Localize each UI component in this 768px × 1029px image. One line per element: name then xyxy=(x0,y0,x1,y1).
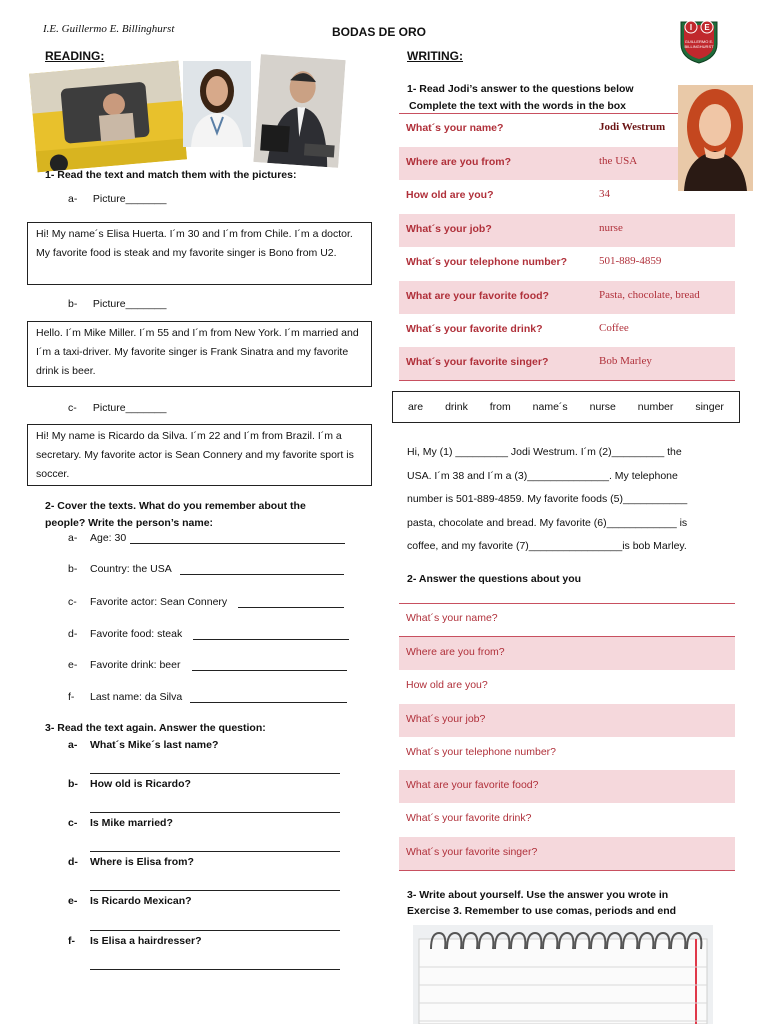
ex1-item-a xyxy=(68,193,166,205)
item-letter: a- xyxy=(68,193,78,205)
answer-line[interactable] xyxy=(130,543,345,544)
cloze-text xyxy=(407,441,747,559)
row-question: What´s your job? xyxy=(406,713,486,725)
row-question: What´s your favorite drink? xyxy=(406,323,543,335)
taxi-driver-photo xyxy=(29,61,187,173)
answer-line[interactable] xyxy=(90,969,340,970)
answer-line[interactable] xyxy=(90,773,340,774)
cloze-line: Hi, My (1) _________ Jodi Westrum. I´m (2)_________ the xyxy=(407,446,682,458)
item-letter: e- xyxy=(68,659,78,671)
ex1-item-b xyxy=(68,298,166,310)
jodi-row xyxy=(399,281,735,314)
word-chip: from xyxy=(489,401,511,413)
item-text: Last name: da Silva xyxy=(90,691,183,703)
word-chip: number xyxy=(637,401,674,413)
row-question: What´s your favorite singer? xyxy=(406,846,538,858)
item-letter: b- xyxy=(68,563,78,575)
ex2-item-a xyxy=(68,532,126,544)
writing-ex1-instruction-1: 1- Read Jodi’s answer to the questions below xyxy=(407,83,634,95)
svg-text:GUILLERMO E.: GUILLERMO E. xyxy=(684,39,714,44)
row-question: Where are you from? xyxy=(406,646,505,658)
answer-line[interactable] xyxy=(193,639,349,640)
reading-ex3-instruction: 3- Read the text again. Answer the question: xyxy=(45,722,266,734)
secretary-photo xyxy=(253,54,345,168)
answer-line[interactable] xyxy=(190,702,347,703)
cloze-line: USA. I´m 38 and I´m a (3)______________. My telephone xyxy=(407,469,678,482)
row-answer: the USA xyxy=(599,155,638,167)
item-letter: b- xyxy=(68,778,78,790)
svg-text:E: E xyxy=(704,23,710,32)
ex2-item-d xyxy=(68,628,182,640)
svg-text:I: I xyxy=(689,23,693,32)
ex2-item-e xyxy=(68,659,180,671)
school-logo xyxy=(678,18,720,64)
row-question: How old are you? xyxy=(406,189,494,201)
answer-line[interactable] xyxy=(238,607,344,608)
question-text: Where is Elisa from? xyxy=(90,856,194,868)
you-row[interactable] xyxy=(399,637,735,670)
cloze-line: number is 501-889-4859. My favorite foods (5)___________ xyxy=(407,493,688,505)
item-letter: e- xyxy=(68,895,78,907)
page-title: BODAS DE ORO xyxy=(332,25,427,39)
writing-ex2-instruction: 2- Answer the questions about you xyxy=(407,573,582,585)
row-answer: Coffee xyxy=(599,322,629,334)
writing-heading: WRITING: xyxy=(407,49,463,63)
item-letter: d- xyxy=(68,628,78,640)
text-ricardo: Hi! My name is Ricardo da Silva. I´m 22 and I´m from Brazil. I´m a secretary. My favorite actor is Sean Connery and my favorite sport is soccer. xyxy=(27,424,372,486)
row-answer: 501-889-4859 xyxy=(599,255,662,267)
answer-line[interactable] xyxy=(90,930,340,931)
row-question: What´s your telephone number? xyxy=(406,256,568,268)
writing-ex3-instruction-1: 3- Write about yourself. Use the answer you wrote in xyxy=(407,889,669,901)
question-text: What´s Mike´s last name? xyxy=(90,739,219,751)
you-row[interactable] xyxy=(399,737,735,770)
ex2-item-f xyxy=(68,691,182,703)
word-chip: drink xyxy=(445,401,468,413)
row-answer: nurse xyxy=(599,222,623,234)
item-letter: b- xyxy=(68,298,78,310)
jodi-photo xyxy=(678,85,753,191)
item-letter: c- xyxy=(68,596,77,608)
row-question: What´s your favorite drink? xyxy=(406,812,532,824)
picture-blank: Picture_______ xyxy=(92,298,167,310)
you-row[interactable] xyxy=(399,704,735,737)
reading-heading: READING: xyxy=(45,49,105,63)
jodi-row xyxy=(399,247,735,280)
cloze-line: pasta, chocolate and bread. My favorite (6)____________ is xyxy=(407,516,688,529)
question-text: How old is Ricardo? xyxy=(90,778,191,790)
item-letter: d- xyxy=(68,856,78,868)
cloze-line: coffee, and my favorite (7)________________is bob Marley. xyxy=(407,540,687,552)
answer-line[interactable] xyxy=(90,851,340,852)
row-answer: Pasta, chocolate, bread xyxy=(599,289,700,301)
row-question: What are your favorite food? xyxy=(406,779,539,791)
item-letter: f- xyxy=(68,935,75,947)
row-question: What´s your job? xyxy=(406,223,492,235)
reading-ex2-instruction-2: people? Write the person’s name: xyxy=(45,517,214,529)
row-question: How old are you? xyxy=(406,679,488,691)
ex1-item-c xyxy=(68,402,166,414)
school-name: I.E. Guillermo E. Billinghurst xyxy=(43,23,175,35)
ex3-item-c xyxy=(68,817,173,829)
item-letter: c- xyxy=(68,817,78,829)
jodi-row xyxy=(399,314,735,347)
item-text: Country: the USA xyxy=(90,563,172,575)
item-letter: c- xyxy=(68,402,77,414)
picture-blank: Picture_______ xyxy=(92,193,167,205)
item-letter: a- xyxy=(68,532,78,544)
table-rule xyxy=(399,870,735,871)
word-chip: singer xyxy=(695,401,724,413)
ex3-item-f xyxy=(68,935,201,947)
ex3-item-a xyxy=(68,739,218,751)
row-answer: 34 xyxy=(599,188,610,200)
question-text: Is Ricardo Mexican? xyxy=(90,895,192,907)
item-text: Age: 30 xyxy=(90,532,127,544)
ex3-item-d xyxy=(68,856,194,868)
jodi-row xyxy=(399,214,735,247)
answer-line[interactable] xyxy=(90,890,340,891)
row-question: Where are you from? xyxy=(406,156,512,168)
table-rule xyxy=(399,380,735,381)
ex2-item-b xyxy=(68,563,172,575)
ex3-item-b xyxy=(68,778,191,790)
answer-line[interactable] xyxy=(90,812,340,813)
row-question: What´s your favorite singer? xyxy=(406,356,549,368)
text-elisa: Hi! My name´s Elisa Huerta. I´m 30 and I´m from Chile. I´m a doctor. My favorite food is steak and my favorite singer is Bono from U2. xyxy=(27,222,372,285)
you-row[interactable] xyxy=(399,770,735,803)
reading-ex1-instruction: 1- Read the text and match them with the pictures: xyxy=(45,169,297,181)
item-text: Favorite food: steak xyxy=(90,628,183,640)
ex3-item-e xyxy=(68,895,192,907)
text-mike: Hello. I´m Mike Miller. I´m 55 and I´m from New York. I´m married and I´m a taxi-driver. My favorite singer is Frank Sinatra and my favorite drink is beer. xyxy=(27,321,372,387)
ex2-item-c xyxy=(68,596,227,608)
item-text: Favorite actor: Sean Connery xyxy=(90,596,228,608)
writing-ex1-instruction-2: Complete the text with the words in the box xyxy=(409,100,627,112)
word-chip: nurse xyxy=(589,401,616,413)
row-question: What´s your telephone number? xyxy=(406,746,556,758)
item-text: Favorite drink: beer xyxy=(90,659,181,671)
you-row[interactable] xyxy=(399,803,735,836)
question-text: Is Elisa a hairdresser? xyxy=(90,935,202,947)
question-text: Is Mike married? xyxy=(90,817,173,829)
you-row[interactable] xyxy=(399,670,735,703)
word-box xyxy=(392,391,740,423)
answer-line[interactable] xyxy=(180,574,344,575)
picture-blank: Picture_______ xyxy=(92,402,167,414)
word-chip: are xyxy=(407,401,424,413)
row-question: What´s your name? xyxy=(406,612,498,624)
row-question: What´s your name? xyxy=(406,122,504,134)
row-question: What are your favorite food? xyxy=(406,290,549,302)
row-answer: Jodi Westrum xyxy=(599,121,666,133)
you-row[interactable] xyxy=(399,837,735,870)
answer-line[interactable] xyxy=(192,670,347,671)
row-answer: Bob Marley xyxy=(599,355,652,367)
word-chip: name´s xyxy=(532,401,568,413)
item-letter: f- xyxy=(68,691,75,703)
reading-ex2-instruction-1: 2- Cover the texts. What do you remember about the xyxy=(45,500,306,512)
item-letter: a- xyxy=(68,739,78,751)
doctor-photo xyxy=(183,61,251,147)
svg-text:BILLINGHURST: BILLINGHURST xyxy=(684,44,714,49)
notepad-illustration[interactable] xyxy=(413,925,713,1024)
jodi-row xyxy=(399,347,735,380)
writing-ex3-instruction-2: Exercise 3. Remember to use comas, periods and end xyxy=(407,905,677,917)
you-row[interactable] xyxy=(399,603,735,636)
